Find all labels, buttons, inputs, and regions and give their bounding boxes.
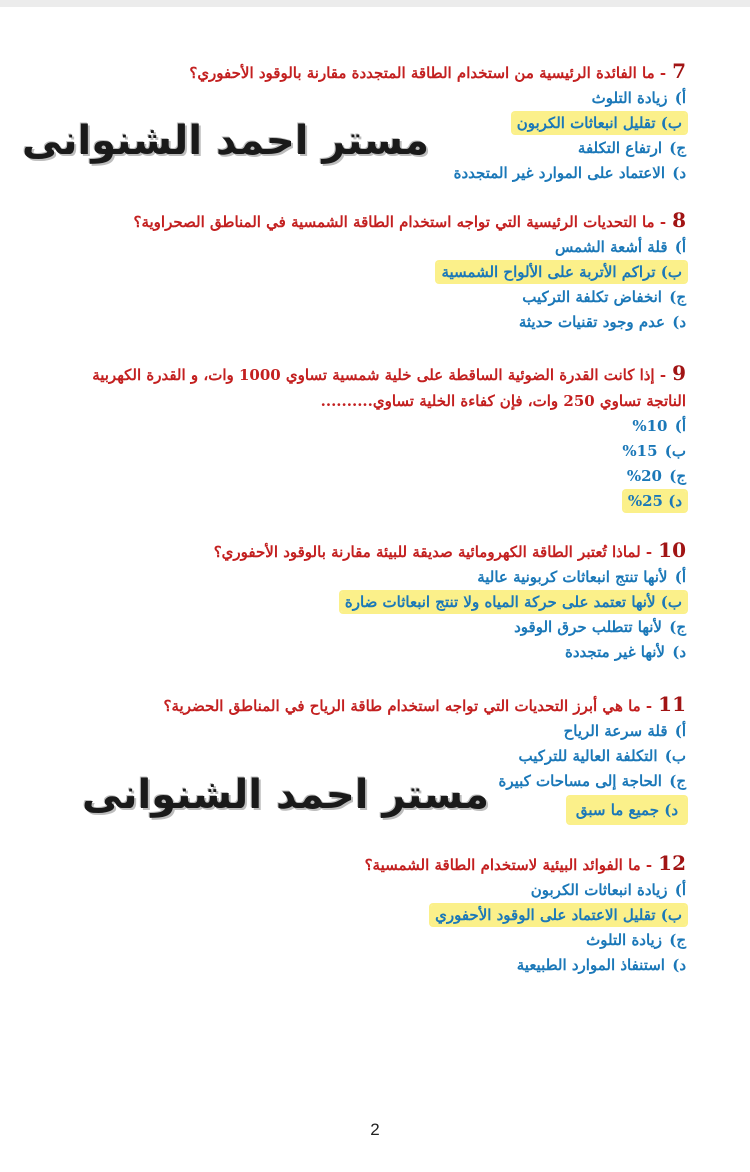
- option-c: ج) ارتفاع التكلفة: [577, 139, 686, 157]
- question-text: ما الفائدة الرئيسية من استخدام الطاقة المتجددة مقارنة بالوقود الأحفوري؟: [189, 64, 655, 82]
- highlighted-answer: د) 25%: [624, 491, 686, 511]
- question-number: 10: [658, 538, 686, 562]
- question-8: [26, 207, 686, 335]
- question-text: ما التحديات الرئيسية التي تواجه استخدام الطاقة الشمسية في المناطق الصحراوية؟: [133, 213, 655, 231]
- question-number: 7: [672, 59, 686, 83]
- question-title: 12- ما الفوائد البيئية لاستخدام الطاقة الشمسية؟: [364, 851, 686, 875]
- highlighted-answer: ب) تقليل انبعاثات الكربون: [513, 113, 686, 133]
- option-d: د) لأنها غير متجددة: [565, 643, 686, 661]
- option-a: أ) لأنها تنتج انبعاثات كربونية عالية: [477, 568, 686, 586]
- question-title: 11- ما هي أبرز التحديات التي تواجه استخدام طاقة الرياح في المناطق الحضرية؟: [163, 692, 686, 716]
- option-a: أ) قلة أشعة الشمس: [554, 238, 686, 256]
- option-c: ج) انخفاض تكلفة التركيب: [522, 288, 686, 306]
- highlighted-answer: ب) تراكم الأتربة على الألواح الشمسية: [437, 262, 686, 282]
- option-a: أ) زيادة التلوث: [591, 89, 686, 107]
- question-title: 10- لماذا تُعتبر الطاقة الكهرومائية صديقة للبيئة مقارنة بالوقود الأحفوري؟: [213, 538, 686, 562]
- question-number: 8: [672, 208, 686, 232]
- question-number: 9: [672, 361, 686, 385]
- option-c: ج) الحاجة إلى مساحات كبيرة: [498, 772, 686, 790]
- watermark-bottom: مستر احمد الشنوانى: [82, 772, 490, 818]
- page-number: 2: [370, 1120, 380, 1139]
- highlighted-answer: ب) لأنها تعتمد على حركة المياه ولا تنتج انبعاثات ضارة: [341, 592, 686, 612]
- question-title: 8- ما التحديات الرئيسية التي تواجه استخدام الطاقة الشمسية في المناطق الصحراوية؟: [133, 208, 686, 232]
- option-a: أ) قلة سرعة الرياح: [563, 722, 686, 740]
- question-number: 11: [658, 692, 686, 716]
- option-d: د) عدم وجود تقنيات حديثة: [518, 313, 686, 331]
- option-c: ج) زيادة التلوث: [586, 931, 686, 949]
- question-text-line-1: إذا كانت القدرة الضوئية الساقطة على خلية شمسية تساوي 1000 وات، و القدرة الكهربية: [92, 366, 655, 384]
- question-9: [26, 360, 686, 514]
- question-text-line-2: الناتجة تساوي 250 وات، فإن كفاءة الخلية تساوي..........: [320, 392, 686, 410]
- question-text: ما الفوائد البيئية لاستخدام الطاقة الشمسية؟: [364, 856, 641, 874]
- option-c: ج) 20%: [626, 467, 686, 485]
- question-number: 12: [658, 851, 686, 875]
- question-title: 7- ما الفائدة الرئيسية من استخدام الطاقة المتجددة مقارنة بالوقود الأحفوري؟: [189, 59, 686, 83]
- option-d: [26, 489, 686, 514]
- option-d: د) استنفاذ الموارد الطبيعية: [516, 956, 686, 974]
- highlighted-answer: د) جميع ما سبق: [568, 797, 686, 823]
- question-12: [26, 850, 686, 978]
- option-b: ب) التكلفة العالية للتركيب: [518, 747, 686, 765]
- watermark-top: مستر احمد الشنوانى: [22, 118, 430, 164]
- highlighted-answer: ب) تقليل الاعتماد على الوقود الأحفوري: [431, 905, 686, 925]
- option-c: ج) لأنها تتطلب حرق الوقود: [514, 618, 686, 636]
- option-a: أ) 10%: [632, 417, 686, 435]
- option-d: د) الاعتماد على الموارد غير المتجددة: [453, 164, 686, 182]
- question-title: 9- إذا كانت القدرة الضوئية الساقطة على خلية شمسية تساوي 1000 وات، و القدرة الكهربية: [92, 361, 686, 385]
- question-10: [26, 537, 686, 665]
- option-b: ب) 15%: [622, 442, 686, 460]
- question-text: ما هي أبرز التحديات التي تواجه استخدام طاقة الرياح في المناطق الحضرية؟: [163, 697, 641, 715]
- option-a: أ) زيادة انبعاثات الكربون: [530, 881, 686, 899]
- option-b: [26, 590, 686, 615]
- option-b: [26, 903, 686, 928]
- option-b: [26, 260, 686, 285]
- question-text: لماذا تُعتبر الطاقة الكهرومائية صديقة للبيئة مقارنة بالوقود الأحفوري؟: [213, 543, 641, 561]
